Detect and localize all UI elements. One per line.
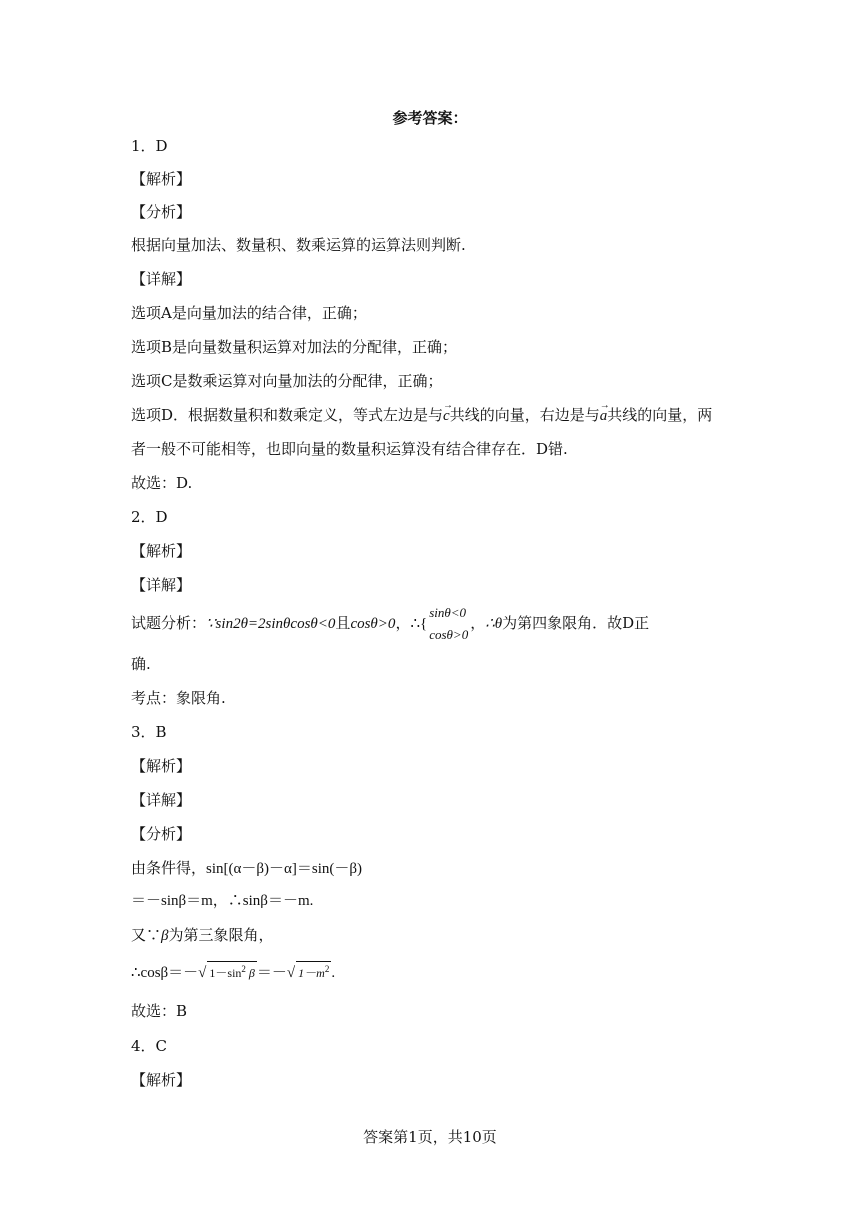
q3-line3 [131,925,274,946]
q3-line1-text: 由条件得， [131,859,207,877]
q2-comma: ， [395,614,411,632]
q2-tag-jiexi: 【解析】 [131,542,192,560]
q3-line2: ＝－sinβ＝m，∴sinβ＝－m. [131,893,314,909]
q1-tag-fenxi: 【分析】 [131,203,192,221]
q3-rad1: 1－sin [209,966,242,980]
q2-concl-text: 为第四象限角．故D正 [502,614,650,632]
q1-optd-p2: 共线的向量，右边是与 [449,406,600,424]
q2-sys-line2: cosθ>0 [429,627,469,642]
q4-tag-jiexi: 【解析】 [131,1071,192,1089]
vector-c: → c [443,406,450,426]
q3-line3-a: 又∵ [131,926,162,944]
page-footer: 答案第1页，共10页 [363,1128,497,1146]
q3-radicand2 [296,961,331,980]
q1-optd-p3: 共线的向量，两 [607,406,713,424]
q1-tag-jiexi: 【解析】 [131,170,192,188]
q2-tag-xiangjie: 【详解】 [131,576,192,594]
q3-rad2-sup: 2 [324,964,330,974]
q2-math-because: ∵sin2θ=2sinθcosθ<0 [206,616,336,632]
q3-line3-b: β [161,928,169,944]
q3-line4 [131,961,335,983]
q1-option-c: 选项C是数乘运算对向量加法的分配律，正确； [131,372,443,390]
q1-fenxi-text: 根据向量加法、数量积、数乘运算的运算法则判断. [131,236,466,254]
q3-line1-math: sin[(α－β)－α]＝sin(－β) [206,861,362,877]
q3-tag-fenxi: 【分析】 [131,825,192,843]
q2-system [429,602,468,646]
q1-optd-p1: 选项D．根据数量积和数乘定义，等式左边是与 [131,406,444,424]
q1-option-b: 选项B是向量数量积运算对加法的分配律，正确； [131,338,458,356]
q3-line3-c: 为第三象限角， [168,926,274,944]
q1-option-d-line2: 者一般不可能相等，也即向量的数量积运算没有结合律存在．D错. [131,440,568,458]
q3-answer: 3．B [131,723,167,741]
q1-option-d-line1 [131,405,712,426]
q3-tag-jiexi: 【解析】 [131,757,192,775]
q3-radicand1 [207,961,257,980]
q3-rad2: 1－m [298,966,325,980]
q1-choose: 故选：D. [131,474,193,492]
q2-concl-math: ∴θ [485,616,503,632]
q3-rad1-sup: 2 [241,964,246,974]
q3-line4-end: . [331,965,336,981]
q2-therefore: ∴{ [410,616,428,632]
q2-and: 且 [335,614,351,632]
vector-a: → a [600,406,608,426]
q2-math-cos: cosθ>0 [350,616,396,632]
q2-comma2: ， [470,614,486,632]
q3-line1 [131,858,362,879]
q3-tag-xiangjie: 【详解】 [131,791,192,809]
q2-concl-line2: 确. [131,655,151,673]
q2-sys-line1: sinθ<0 [429,605,467,620]
sqrt-icon: √ [198,965,207,981]
sqrt-icon: √ [286,965,296,981]
q1-option-a: 选项A是向量加法的结合律，正确； [131,304,367,322]
q3-choose: 故选：B [131,1002,188,1020]
q2-analysis-line [131,601,649,645]
q3-rad1-beta: β [245,966,255,980]
q3-line4-a: ∴cosβ＝－ [131,965,199,981]
page-title: 参考答案： [392,109,468,127]
q4-answer: 4．C [131,1037,168,1055]
q1-answer: 1．D [131,137,168,155]
q2-kaodian: 考点：象限角. [131,689,226,707]
q2-analysis-prefix: 试题分析： [131,614,207,632]
q3-line4-b: ＝－ [256,965,287,981]
q2-answer: 2．D [131,508,168,526]
q1-tag-xiangjie: 【详解】 [131,270,192,288]
